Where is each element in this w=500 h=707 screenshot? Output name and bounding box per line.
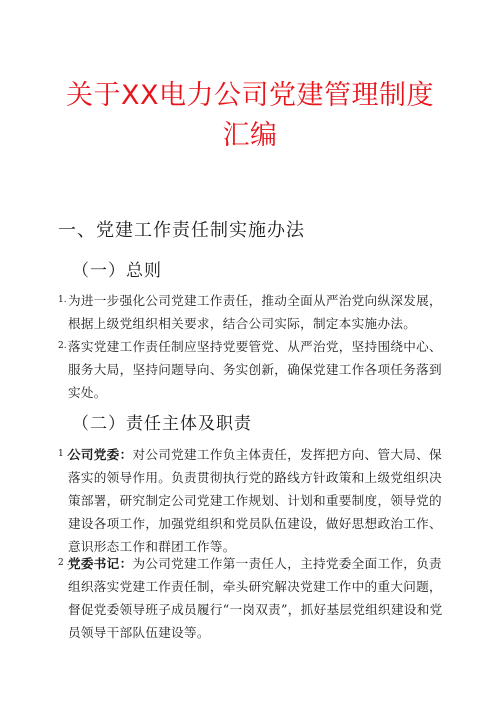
- paragraph-1: [58, 289, 446, 335]
- paragraph-body: [68, 552, 446, 644]
- role-label: 公司党委：: [68, 447, 133, 462]
- paragraph-number: 2.: [58, 341, 67, 351]
- subsection-heading-responsibility: （二）责任主体及职责: [72, 414, 252, 434]
- subsection-heading-general: （一）总则: [72, 261, 162, 281]
- paragraph-number: 1 .: [58, 449, 70, 459]
- paragraph-text: 为公司党建工作第一责任人，主持党委全面工作，负责组织落实党建工作责任制，牵头研究解决党建工作中的重大问题，督促党委领导班子成员履行“一岗双责”，抓好基层党组织建设和党员领导干部队伍建设等。: [68, 556, 443, 640]
- paragraph-text: 对公司党建工作负主体责任，发挥把方向、管大局、保落实的领导作用。负责贯彻执行党的路线方针政策和上级党组织决策部署，研究制定公司党建工作规划、计划和重要制度，领导党的建设各项工作，加强党组织和党员队伍建设，做好思想政治工作、意识形态工作和群团工作等。: [68, 447, 442, 554]
- paragraph-text: 为进一步强化公司党建工作责任，推动全面从严治党向纵深发展，根据上级党组织相关要求，结合公司实际，制定本实施办法。: [68, 293, 442, 331]
- paragraph-3: [58, 443, 446, 558]
- paragraph-number: 1.: [58, 295, 67, 305]
- document-title: 关于XX电力公司党建管理制度汇编: [66, 80, 434, 151]
- paragraph-2: [58, 335, 446, 404]
- role-label: 党委书记：: [68, 556, 133, 571]
- paragraph-text: 落实党建工作责任制应坚持党要管党、从严治党，坚持围绕中心、服务大局，坚持问题导向、务实创新，确保党建工作各项任务落到实处。: [68, 339, 442, 400]
- paragraph-number: 2 .: [58, 558, 70, 568]
- paragraph-4: [58, 552, 446, 644]
- paragraph-body: [68, 443, 446, 558]
- section-heading: 一、党建工作责任制实施办法: [58, 220, 305, 241]
